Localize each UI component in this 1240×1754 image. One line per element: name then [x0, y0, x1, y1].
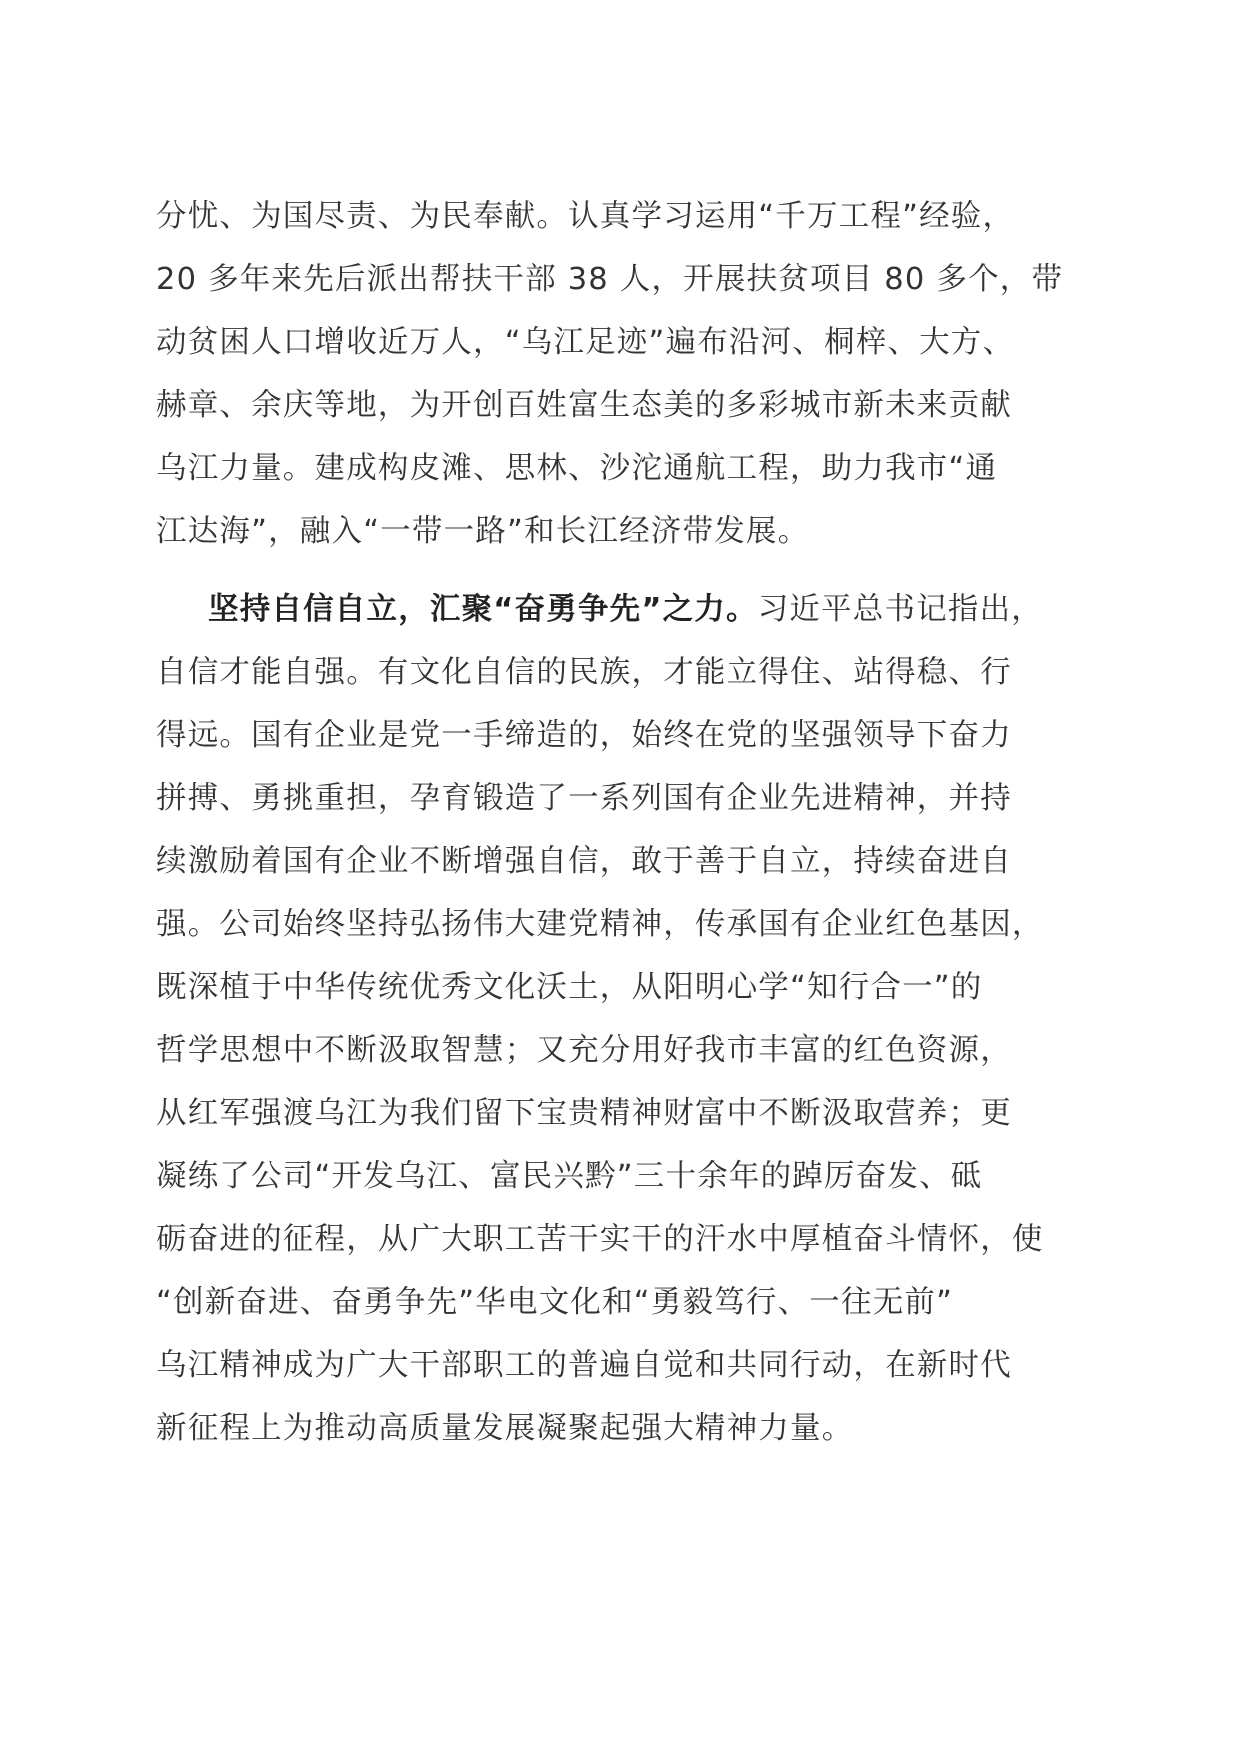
paragraph-2: [156, 578, 1096, 1460]
paragraph-text: 习近平总书记指出，: [757, 592, 1044, 627]
paragraph-line: 续激励着国有企业不断增强自信，敢于善于自立，持续奋进自: [156, 844, 1012, 879]
paragraph-line: 新征程上为推动高质量发展凝聚起强大精神力量。: [156, 1411, 854, 1446]
paragraph-line: 拼搏、勇挑重担，孕育锻造了一系列国有企业先进精神，并持: [156, 781, 1012, 816]
paragraph-line: 哲学思想中不断汲取智慧；又充分用好我市丰富的红色资源，: [156, 1033, 1012, 1068]
paragraph-line: 动贫困人口增收近万人，“乌江足迹”遍布沿河、桐梓、大方、: [156, 325, 1015, 360]
paragraph-line: 从红军强渡乌江为我们留下宝贵精神财富中不断汲取营养；更: [156, 1096, 1012, 1131]
paragraph-1: [156, 185, 1096, 563]
section-heading: 坚持自信自立，汇聚“奋勇争先”之力。: [208, 592, 758, 627]
paragraph-line: 江达海”，融入“一带一路”和长江经济带发展。: [156, 514, 810, 549]
paragraph-line: 乌江精神成为广大干部职工的普遍自觉和共同行动，在新时代: [156, 1348, 1012, 1383]
paragraph-line: 乌江力量。建成构皮滩、思林、沙沱通航工程，助力我市“通: [156, 451, 998, 486]
paragraph-line: 得远。国有企业是党一手缔造的，始终在党的坚强领导下奋力: [156, 718, 1012, 753]
paragraph-first-line: [156, 578, 1096, 641]
paragraph-line: 砺奋进的征程，从广大职工苦干实干的汗水中厚植奋斗情怀，使: [156, 1222, 1044, 1257]
paragraph-line: 赫章、余庆等地，为开创百姓富生态美的多彩城市新未来贡献: [156, 388, 1012, 423]
paragraph-line: “创新奋进、奋勇争先”华电文化和“勇毅笃行、一往无前”: [156, 1285, 954, 1320]
paragraph-line: 自信才能自强。有文化自信的民族，才能立得住、站得稳、行: [156, 655, 1012, 690]
paragraph-line: 分忧、为国尽责、为民奉献。认真学习运用“千万工程”经验，: [156, 199, 1015, 234]
paragraph-line: 凝练了公司“开发乌江、富民兴黔”三十余年的踔厉奋发、砥: [156, 1159, 983, 1194]
paragraph-line: 强。公司始终坚持弘扬伟大建党精神，传承国有企业红色基因，: [156, 907, 1044, 942]
paragraph-line: 20 多年来先后派出帮扶干部 38 人，开展扶贫项目 80 多个，带: [156, 262, 1064, 297]
paragraph-line: 既深植于中华传统优秀文化沃土，从阳明心学“知行合一”的: [156, 970, 983, 1005]
